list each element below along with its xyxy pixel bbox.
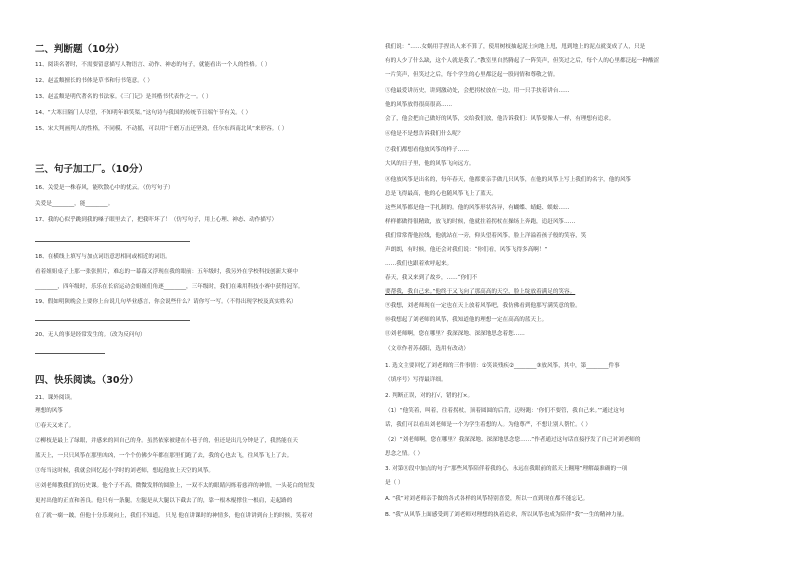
story-line: ⑥他是不是想告诉我们什么呢？ <box>385 131 464 137</box>
story-line: 总是飞得最高，他的心也随风筝飞上了蓝天。 <box>385 191 497 197</box>
question-20: 20、无人的事是经常发生的。（改为反问句） <box>35 332 146 338</box>
question-18-text-1: 看着姐姐桌子上那一张张照片，难忘的一幕幕又浮现在我的眼前：五年级时，我另外在学校科技创新大赛中 <box>35 269 298 275</box>
question-15: 15、宋大判画判人的性格，不同模、不动摇，可以用“千磨万击还坚劲，任尔东西南北风”来形容。（ ） <box>35 126 288 132</box>
question-21: 21、课外阅读。 <box>35 395 76 401</box>
question-19: 19、假如明陕晚会上要你上台说几句毕业感言，你会说些什么？请你写一写。（不得出现学校及真实姓名） <box>35 299 297 305</box>
reading-question-2-2: （2）“刘老师啊，您在哪里？我深深地、深深地思念您……”作者通过这句话直接抒发了自己对刘老师的 <box>385 437 641 443</box>
story-line: ⑧他放风筝是出名的，每年春天，他都要亲手做几只风筝，在他的风筝上写上我们的名字，他的风筝 <box>385 177 632 183</box>
question-18: 18、在横线上填写与加点词语意思相同或相近的词语。 <box>35 254 171 260</box>
story-line: ⑪刘老师啊，您在哪里？我深深地、深深地思念着您…… <box>385 331 525 337</box>
story-source: （文章作者苏叔阳，选用有改动） <box>385 346 469 352</box>
story-paragraph-3: ③每当这时候，我就会回忆起小学时的刘老师，想起他放上天空的风筝。 <box>35 468 215 474</box>
question-14: 14、“大寒日隔门人尽望，不知明年谁笑渠。”这句诗与我国的传统节日端午节有关。（ ） <box>35 110 252 116</box>
question-18-text-2: ________，四年级时，乐乐在长宿运动会姐姐们角逐________，三年级时，我们在乘用科技小赛中获得冠军。 <box>35 284 304 290</box>
story-line: 春天，我又来到了故乡，……“你们不 <box>385 275 478 281</box>
question-13: 13、赵孟頫是明代著名的书法家。《三门记》是其楷书代表作之一。（ ） <box>35 94 212 100</box>
section-2-heading: 二、判断题（10分） <box>35 44 125 55</box>
reading-question-3: 3. 对第⑪段中加点的句子“那些风筝陪伴着我的心，永远在我眼前的蓝天上翱翔”理解最准确的一项 <box>385 466 628 472</box>
question-16-answer-line: 关爱是________，能________。 <box>35 201 114 207</box>
reading-question-2-1-cont: 话，我们可以看出刘老师是一个为学生着想的人。为他尊严，不想让别人帮忙。（ ） <box>385 422 591 428</box>
reading-question-2-1: （1）“他笑着，叫着，往着拐杖，顶着圆圆的后背，迈呀跑：‘你们不要管，我自己来。’”通过这句 <box>385 408 625 414</box>
section-4-heading: 四、快乐阅读。（30分） <box>35 375 139 386</box>
story-paragraph-4b: 更衬出他的正直和善良。他只有一条腿，左腿是从大腿以下截去了的，靠一根木棍撑住一根肩，走起路的 <box>35 498 293 504</box>
story-line: 声朗朗，有时候，他还会对我们说：“你们看，风筝飞得多高啊！” <box>385 247 548 253</box>
story-title: 理想的风筝 <box>35 408 63 414</box>
reading-question-1: 1. 选文主要回忆了刘老师的三件事情：①笑谈残疾②________③放风筝，其中，第________件事 <box>385 363 620 369</box>
story-line: 样样都做得很精致，放飞的时候，他就拄着拐杖在操场上奔跑，追赶风筝…… <box>385 219 576 225</box>
answer-line <box>35 320 190 321</box>
underlined-sentence: 要帮我，我自己来。”他终于又飞向了那高高的天空，脸上绽放着满足的笑容。 <box>385 289 576 295</box>
story-line: 大风的日子里，他的风筝飞向远方。 <box>385 161 475 167</box>
reading-question-2-2-cont: 思念之情。（ ） <box>385 451 424 457</box>
story-line: 这些风筝都是他一手扎制的。他的风筝形状各异，有蝴蝶、蜻蜓、蜈蚣…… <box>385 205 570 211</box>
story-line: 他的风筝放得很高很高…… <box>385 102 453 108</box>
story-line: ⑩我想起了刘老师的风筝，我知道他的理想一定在高高的蓝天上。 <box>385 317 548 323</box>
reading-question-3-cont: 是（ ） <box>385 480 404 486</box>
reading-question-1-cont: （填序号）写得最详细。 <box>385 377 447 383</box>
question-12: 12、赵孟頫擅长的书体是草书和行书笔意。（ ） <box>35 78 153 84</box>
reading-question-2: 2. 判断正误，对的打√，错的打×。 <box>385 393 474 399</box>
story-line: ⑤他最爱讲历史，讲到激动处，会把拐杖放在一边，用一只手扶着讲台…… <box>385 88 570 94</box>
story-paragraph-2b: 蓝天上，一只只风筝在那里凶凶，一个个仿佛少年都在那里们跑了去，我的心也去飞，往风筝飞上了去。 <box>35 453 293 459</box>
answer-line <box>35 353 105 354</box>
story-line: ⑨我想，刘老师现在一定也在天上放着风筝吧，我仿佛看到他那写满笑意的脸。 <box>385 303 581 309</box>
story-line: 一片笑声，但笑过之后，每个学生的心里都泛起一股同情和尊敬之情。 <box>385 72 559 78</box>
question-17: 17、我的心似乎跳到我的嗓子眼里去了，把我吓坏了！（仿写句子，用上心理、神态、动作描写） <box>35 217 278 223</box>
question-16: 16、关爱是一株春风，能吹散心中的忧云。（仿写句子） <box>35 185 174 191</box>
answer-line <box>35 241 190 242</box>
question-11: 11、阅读名著时，不需要留意描写人物语言、动作、神态的句子，就能看出一个人的性格。（ ） <box>35 62 271 68</box>
story-line: 会了，他会把自己做好的风筝，交给我们放，他告诉我们：风筝要像人一样，有理想有追求。 <box>385 116 615 122</box>
story-line: ⑦我们都想看他放风筝的样子…… <box>385 147 469 153</box>
option-a: A. “我”对刘老师亲手做的各式各样的风筝特别喜爱，所以一直到现在都不能忘记。 <box>385 496 589 502</box>
story-line: ……我们也跟着欢呼起来。 <box>385 261 453 267</box>
story-line: 有的人少了什么缺，这个人就是我了。”教室里自然腾起了一阵笑声，但笑过之后，每个人的心里都泛起一种酸涩 <box>385 58 660 64</box>
option-b: B. “我”从风筝上面感受到了刘老师对理想的执着追求，所以风筝也成为陪伴“我”一生的精神力量。 <box>385 512 628 518</box>
story-line: 我们说：“……女娲用手捏出人来不算了，使用树枝抽起泥土向地上甩，甩到地上的泥点就变成了人，只是 <box>385 44 646 50</box>
story-line: 我们常常帮他拉线，他就站在一旁，仰头望着风筝，脸上洋溢着孩子般的笑容，笑 <box>385 233 587 239</box>
story-paragraph-2a: ②柳枝是最上了绿眼，并感来的回自己的身。虽然依家被建在小巷子的，但还是出几分钟是了，我然能在天 <box>35 438 298 444</box>
story-paragraph-4a: ④刘老师教我们的历史课。他个子不高，微微发胖的圆脸上，一双不太的眼睛闪烁着慈祥的神情，一头花白的短发 <box>35 483 315 489</box>
story-paragraph-4c: 在了就一瘸一跛，但他十分乐观向上，我们不知道。 只见 他在讲课时的神情多，他在讲讲到台上的时候，笑着对 <box>35 513 313 519</box>
story-paragraph-1: ①春天又来了。 <box>35 423 75 429</box>
section-3-heading: 三、句子加工厂。（10分） <box>35 164 148 175</box>
